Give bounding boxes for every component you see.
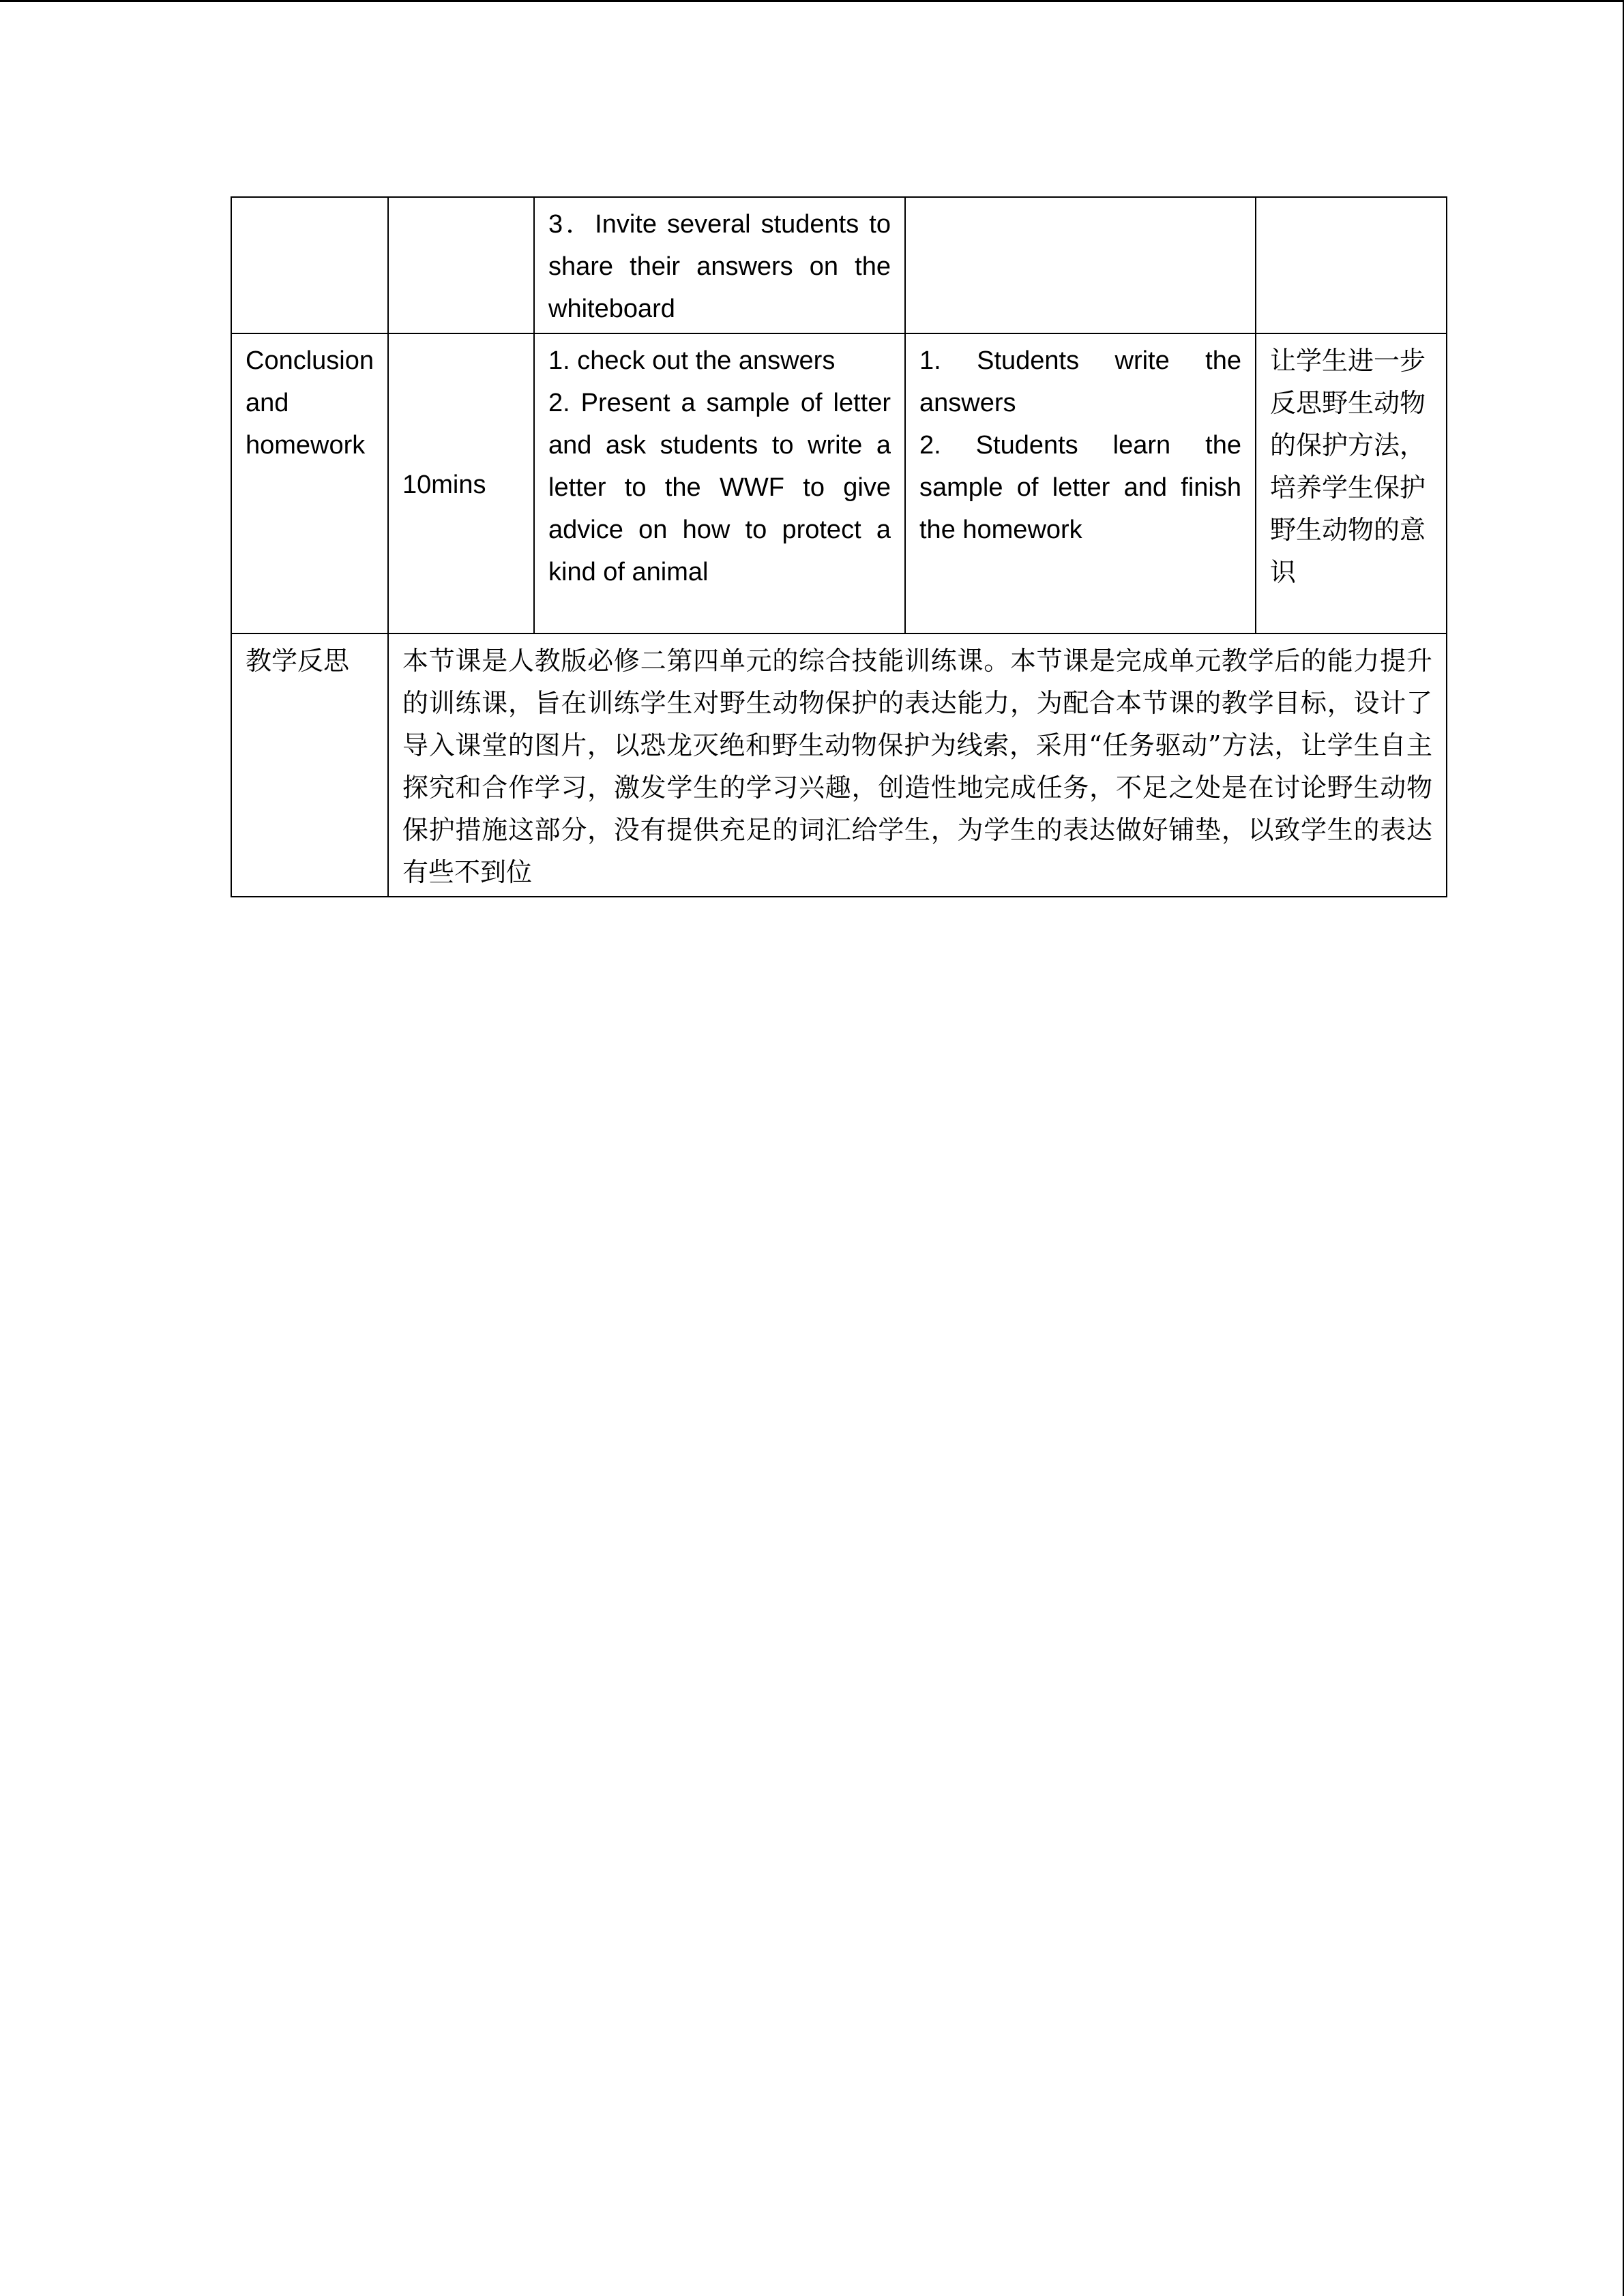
reflection-content-cell: 本节课是人教版必修二第四单元的综合技能训练课。本节课是完成单元教学后的能力提升的训练课，旨在训练学生对野生动物保护的表达能力，为配合本节课的教学目标，设计了导入课堂的图片，以恐龙灭绝和野生动物保护为线索，采用“任务驱动”方法，让学生自主探究和合作学习，激发学生的学习兴趣，创造性地完成任务，不足之处是在讨论野生动物保护措施这部分，没有提供充足的词汇给学生，为学生的表达做好铺垫，以致学生的表达有些不到位: [388, 633, 1447, 897]
teacher-activity-item: 2. Present a sample of letter and ask students to write a letter to the WWF to give advice on how to protect a kind of animal: [548, 389, 891, 586]
time-cell: 10mins: [388, 333, 534, 633]
table-row-step-3: [231, 197, 1447, 333]
student-activity-cell: [905, 197, 1256, 333]
lesson-plan-table: [231, 196, 1447, 897]
student-activity-item: 1. Students write the answers: [919, 346, 1241, 417]
stage-cell: [231, 197, 388, 333]
teacher-activity-item: 1. check out the answers: [548, 346, 836, 375]
stage-cell: [231, 333, 388, 633]
stage-label: Conclusion and homework: [246, 346, 374, 460]
student-activity-cell: [905, 333, 1256, 633]
teacher-activity-cell: 3．Invite several students to share their answers on the whiteboard: [534, 197, 905, 333]
reflection-label-cell: 教学反思: [231, 633, 388, 897]
time-cell: [388, 197, 534, 333]
purpose-cell: [1256, 197, 1447, 333]
purpose-cell: 让学生进一步反思野生动物的保护方法，培养学生保护野生动物的意识: [1256, 333, 1447, 633]
teacher-activity-cell: [534, 333, 905, 633]
student-activity-item: 2. Students learn the sample of letter and finish the homework: [919, 431, 1241, 544]
table-row-reflection: [231, 633, 1447, 897]
table-row-conclusion: [231, 333, 1447, 633]
page-top-border: [0, 0, 1624, 2]
